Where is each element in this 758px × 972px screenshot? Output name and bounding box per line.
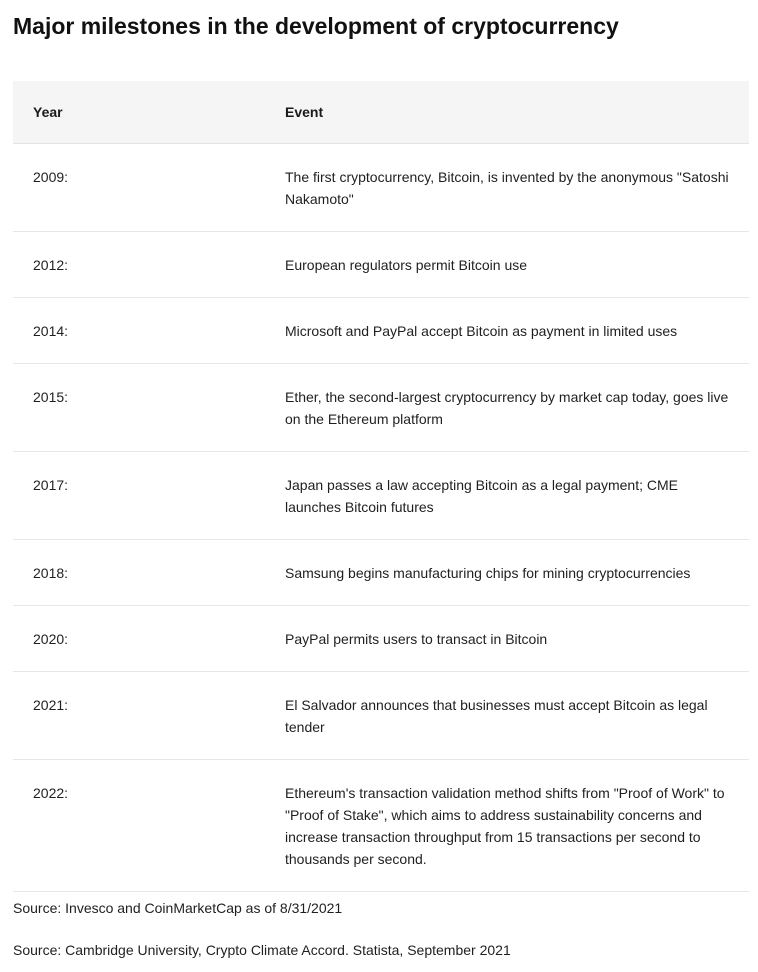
event-cell: Samsung begins manufacturing chips for mining cryptocurrencies	[265, 540, 749, 606]
table-header-row	[13, 81, 749, 144]
event-cell: Ether, the second-largest cryptocurrency by market cap today, goes live on the Ethereum platform	[265, 364, 749, 452]
column-header-year: Year	[13, 81, 265, 144]
column-header-event: Event	[265, 81, 749, 144]
event-cell: El Salvador announces that businesses must accept Bitcoin as legal tender	[265, 672, 749, 760]
year-cell: 2014:	[13, 298, 265, 364]
table-row	[13, 606, 749, 672]
source-note: Source: Cambridge University, Crypto Climate Accord. Statista, September 2021	[13, 942, 511, 958]
event-cell: Japan passes a law accepting Bitcoin as a legal payment; CME launches Bitcoin futures	[265, 452, 749, 540]
event-cell: The first cryptocurrency, Bitcoin, is invented by the anonymous "Satoshi Nakamoto"	[265, 144, 749, 232]
event-cell: Microsoft and PayPal accept Bitcoin as payment in limited uses	[265, 298, 749, 364]
event-cell: PayPal permits users to transact in Bitcoin	[265, 606, 749, 672]
table-row	[13, 298, 749, 364]
table-row	[13, 540, 749, 606]
year-cell: 2020:	[13, 606, 265, 672]
milestones-table	[13, 81, 749, 892]
year-cell: 2018:	[13, 540, 265, 606]
table-row	[13, 232, 749, 298]
year-cell: 2022:	[13, 760, 265, 892]
table-header	[13, 81, 749, 144]
year-cell: 2015:	[13, 364, 265, 452]
page-title: Major milestones in the development of cryptocurrency	[13, 13, 619, 39]
table-row	[13, 364, 749, 452]
year-cell: 2017:	[13, 452, 265, 540]
table-row	[13, 144, 749, 232]
table-row	[13, 452, 749, 540]
source-note: Source: Invesco and CoinMarketCap as of 8/31/2021	[13, 900, 343, 916]
table-body	[13, 144, 749, 892]
event-cell: European regulators permit Bitcoin use	[265, 232, 749, 298]
year-cell: 2021:	[13, 672, 265, 760]
event-cell: Ethereum's transaction validation method shifts from "Proof of Work" to "Proof of Stake", which aims to address sustainability concerns and increase transaction throughput from 15 transactions per second to thousands per second.	[265, 760, 749, 892]
year-cell: 2012:	[13, 232, 265, 298]
year-cell: 2009:	[13, 144, 265, 232]
table-row	[13, 672, 749, 760]
table-row	[13, 760, 749, 892]
